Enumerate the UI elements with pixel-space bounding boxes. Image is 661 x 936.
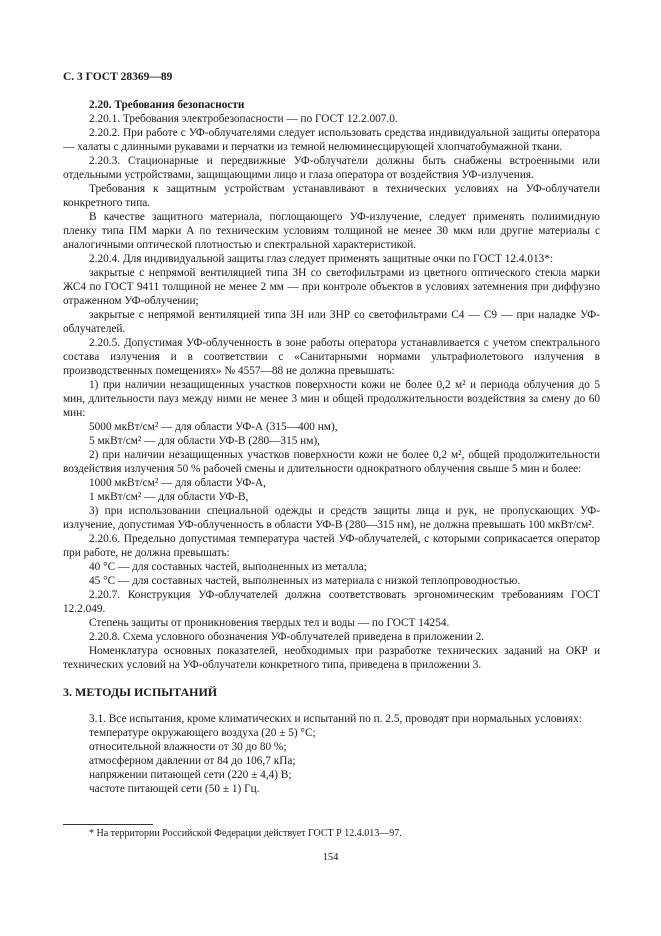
paragraph: относительной влажности от 30 до 80 %; xyxy=(89,741,287,753)
paragraph: 1) при наличии незащищенных участков поверхности кожи не более 0,2 м² и периода облучения до 5 мин, длительности пауз между ними не менее 3 мин и общей продолжительности воздействия за смену до 60 мин: xyxy=(63,379,600,419)
page-number: 154 xyxy=(322,852,339,863)
paragraph: 40 °С — для составных частей, выполненных из металла; xyxy=(89,561,367,573)
paragraph: 1 мкВт/см² — для области УФ-В, xyxy=(89,491,249,503)
paragraph: закрытые с непрямой вентиляцией типа ЗН или ЗНР со светофильтрами С4 — С9 — при наладке УФ-облучателей. xyxy=(63,309,600,335)
paragraph: 2.20.3. Стационарные и передвижные УФ-облучатели должны быть снабжены встроенными или отдельными устройствами, защищающими лицо и глаза оператора от воздействия УФ-излучения. xyxy=(63,155,600,181)
paragraph: температуре окружающего воздуха (20 ± 5) °С; xyxy=(89,727,316,739)
paragraph: Номенклатура основных показателей, необходимых при разработке технических заданий на ОКР и технических условий на УФ-облучатели конкретного типа, приведена в приложении 3. xyxy=(63,645,600,671)
paragraph: 3) при использовании специальной одежды и средств защиты лица и рук, не пропускающих УФ-излучение, допустимая УФ-облученность в области УФ-В (280—315 нм), не должна превышать 100 мкВт/см². xyxy=(63,505,600,531)
paragraph: 5000 мкВт/см² — для области УФ-А (315—400 нм), xyxy=(89,421,338,433)
paragraph: 2.20.6. Предельно допустимая температура частей УФ-облучателей, с которыми соприкасается оператор при работе, не должна превышать: xyxy=(63,533,600,559)
paragraph: 2.20.2. При работе с УФ-облучателями следует использовать средства индивидуальной защиты оператора — халаты с длинными рукавами и перчатки из темной нелюминесцирующей хлопчатобумажной ткани. xyxy=(63,127,600,153)
paragraph: напряжении питающей сети (220 ± 4,4) В; xyxy=(89,769,292,781)
paragraph: 5 мкВт/см² — для области УФ-В (280—315 нм), xyxy=(89,435,320,447)
paragraph: В качестве защитного материала, поглощающего УФ-излучение, следует применять полиимидную пленку типа ПМ марки А по техническим условиям толщиной не менее 30 мкм или другие материалы с аналогичными оптической плотностью и спектральной характеристикой. xyxy=(63,211,600,251)
paragraph: 2.20.5. Допустимая УФ-облученность в зоне работы оператора устанавливается с учетом спектрального состава излучения и в соответствии с «Санитарными нормами ультрафиолетового излучения в производственных помещениях» № 4557—88 не должна превышать: xyxy=(63,337,600,377)
paragraph: 2.20. Требования безопасности xyxy=(89,99,245,111)
paragraph: Требования к защитным устройствам устанавливают в технических условиях на УФ-облучатели конкретного типа. xyxy=(63,183,600,209)
section-3-title: 3. МЕТОДЫ ИСПЫТАНИЙ xyxy=(63,685,218,699)
paragraph: закрытые с непрямой вентиляцией типа ЗН со светофильтрами из цветного оптического стекла марки ЖС4 по ГОСТ 9411 толщиной не менее 2 мм — при контроле объектов в условиях затемнения при диффузно отраженном УФ-облучении; xyxy=(63,267,600,307)
section-3-block xyxy=(63,712,600,796)
paragraph: 3.1. Все испытания, кроме климатических и испытаний по п. 2.5, проводят при нормальных условиях: xyxy=(89,713,582,725)
page-header: С. 3 ГОСТ 28369—89 xyxy=(63,71,173,83)
paragraph: частоте питающей сети (50 ± 1) Гц. xyxy=(89,783,260,795)
paragraph: атмосферном давлении от 84 до 106,7 кПа; xyxy=(89,755,296,767)
document-body xyxy=(63,98,600,796)
paragraph: 45 °С — для составных частей, выполненных из материала с низкой теплопроводностью. xyxy=(89,575,521,587)
paragraph: 2.20.8. Схема условного обозначения УФ-облучателей приведена в приложении 2. xyxy=(89,631,485,643)
section-2-20-block xyxy=(63,98,600,672)
footnote: * На территории Российской Федерации действует ГОСТ Р 12.4.013—97. xyxy=(89,828,402,839)
paragraph: 2.20.7. Конструкция УФ-облучателей должна соответствовать эргономическим требованиям ГОСТ 12.2.049. xyxy=(63,589,600,615)
paragraph: Степень защиты от проникновения твердых тел и воды — по ГОСТ 14254. xyxy=(89,617,450,629)
paragraph: 2.20.1. Требования электробезопасности — по ГОСТ 12.2.007.0. xyxy=(89,113,398,125)
paragraph: 2) при наличии незащищенных участков поверхности кожи не более 0,2 м², общей продолжительности воздействия излучения 50 % рабочей смены и длительности однократного облучения свыше 5 мин и более: xyxy=(63,449,600,475)
footnote-divider xyxy=(63,824,153,825)
paragraph: 1000 мкВт/см² — для области УФ-А, xyxy=(89,477,266,489)
paragraph: 2.20.4. Для индивидуальной защиты глаз следует применять защитные очки по ГОСТ 12.4.013*: xyxy=(89,253,554,265)
